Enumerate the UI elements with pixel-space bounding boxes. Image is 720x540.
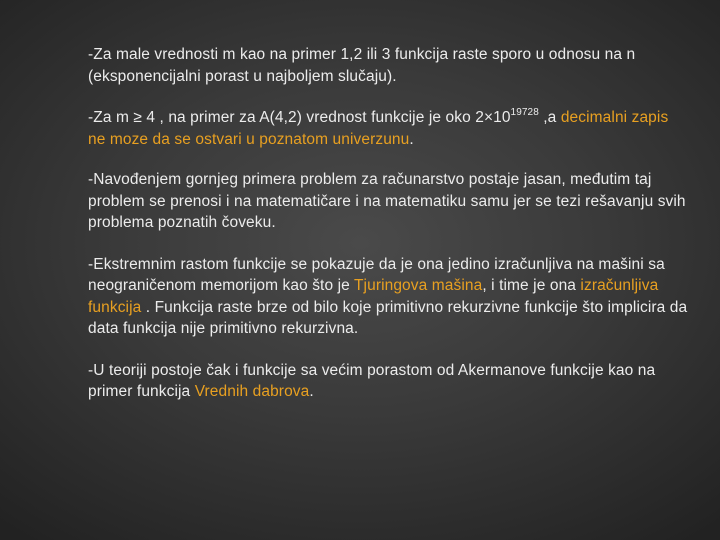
paragraph-text: -Za male vrednosti m kao na primer 1,2 ili 3 funkcija raste sporo u odnosu na n (eksponencijalni porast u najboljem slučaju).: [88, 46, 636, 85]
paragraph-text: -Navođenjem gornjeg primera problem za računarstvo postaje jasan, međutim taj problem se prenosi i na matematičare i na matematiku samu jer se tezi rešavanju svih problema poznatih čoveku.: [88, 171, 686, 231]
paragraph-computing-problem: [88, 169, 688, 234]
paragraph-text: .: [309, 383, 314, 400]
paragraph-text: . Funkcija raste brze od bilo koje primitivno rekurzivne funkcije što implicira da data funkcija nije primitivno rekurzivna.: [88, 298, 688, 337]
paragraph-text: -U teoriji postoje čak i funkcije sa većim porastom od Akermanove funkcije kao na primer funkcija: [88, 361, 656, 400]
paragraph-busy-beaver: [88, 360, 688, 403]
paragraph-text: .: [409, 130, 414, 148]
paragraph-text: -Za m ≥ 4 , na primer za A(4,2) vrednost funkcije je oko 2×10: [88, 109, 511, 126]
turing-machine-link[interactable]: Tjuringova mašina: [353, 277, 483, 294]
highlight-link[interactable]: decimalni zapis ne moze da se ostvari u poznatom univerzunu: [88, 109, 669, 148]
paragraph-large-values: [88, 107, 688, 150]
paragraph-extreme-growth: [88, 254, 688, 340]
exponent: 19728: [510, 107, 539, 118]
paragraph-text: ,a: [538, 109, 557, 126]
paragraph-small-values: [88, 44, 688, 87]
slide-content: [88, 44, 688, 423]
paragraph-text: -Ekstremnim rastom funkcije se pokazuje da je ona jedino izračunljiva na mašini sa neograničenom memorijom kao što je: [88, 255, 665, 294]
paragraph-text: , i time je ona: [482, 277, 581, 294]
busy-beaver-link[interactable]: Vrednih dabrova: [194, 383, 310, 400]
computable-function-link[interactable]: izračunljiva funkcija: [88, 277, 659, 316]
